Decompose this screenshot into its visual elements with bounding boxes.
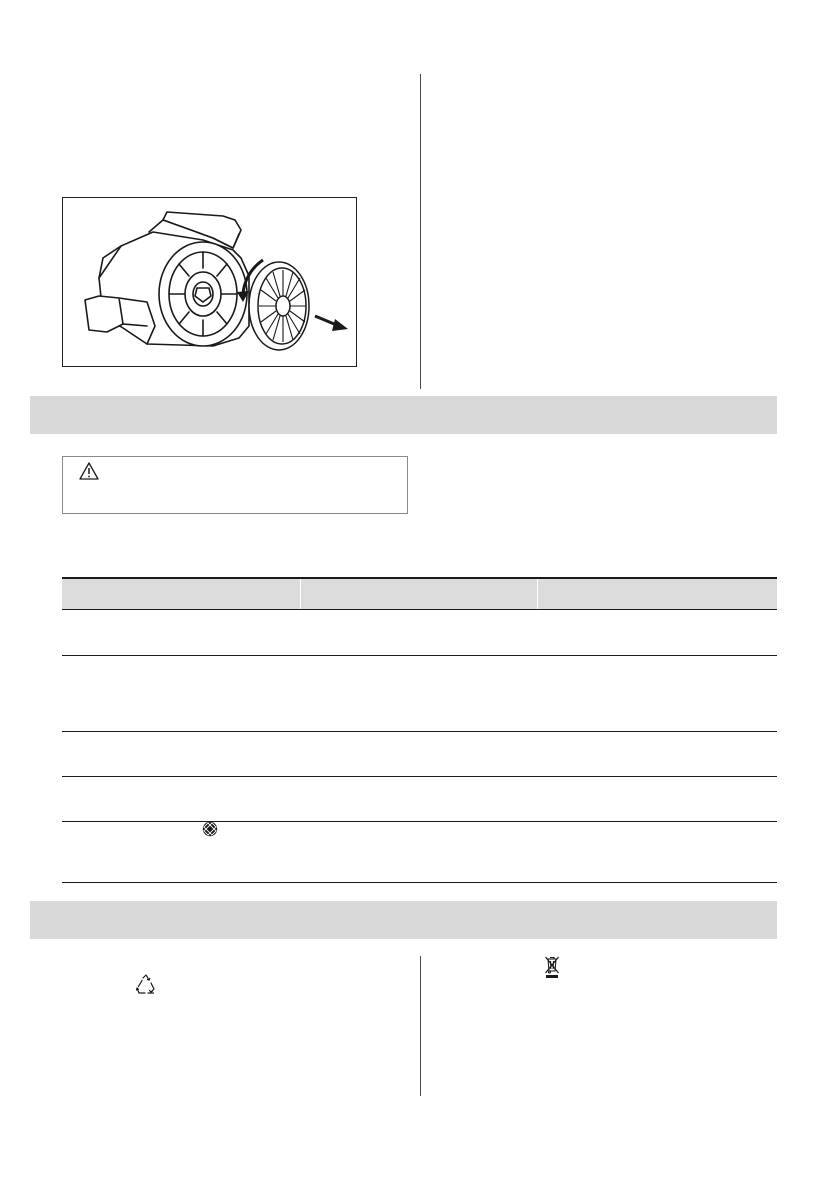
table-row (62, 656, 777, 732)
table-header-cell (538, 579, 777, 609)
recycle-icon (134, 973, 158, 997)
section-heading-band (30, 396, 777, 434)
table-row (62, 777, 777, 822)
troubleshooting-table (62, 577, 777, 883)
filter-removal-figure (62, 197, 357, 367)
section-heading-band (30, 901, 777, 939)
table-row (62, 732, 777, 777)
table-row (62, 822, 777, 883)
column-divider-top (420, 74, 421, 389)
column-divider-bottom (420, 956, 421, 1096)
fan-motor-illustration (63, 198, 356, 366)
carbon-filter-illustration (249, 262, 309, 350)
table-row (62, 610, 777, 656)
table-header-cell (301, 579, 537, 609)
grease-filter-icon (202, 821, 218, 837)
table-header (62, 577, 777, 610)
pull-out-arrow-icon (315, 316, 348, 331)
crossed-out-bin-icon (544, 955, 560, 979)
warning-box (62, 456, 408, 514)
warning-triangle-icon (79, 462, 99, 480)
table-header-cell (62, 579, 300, 609)
